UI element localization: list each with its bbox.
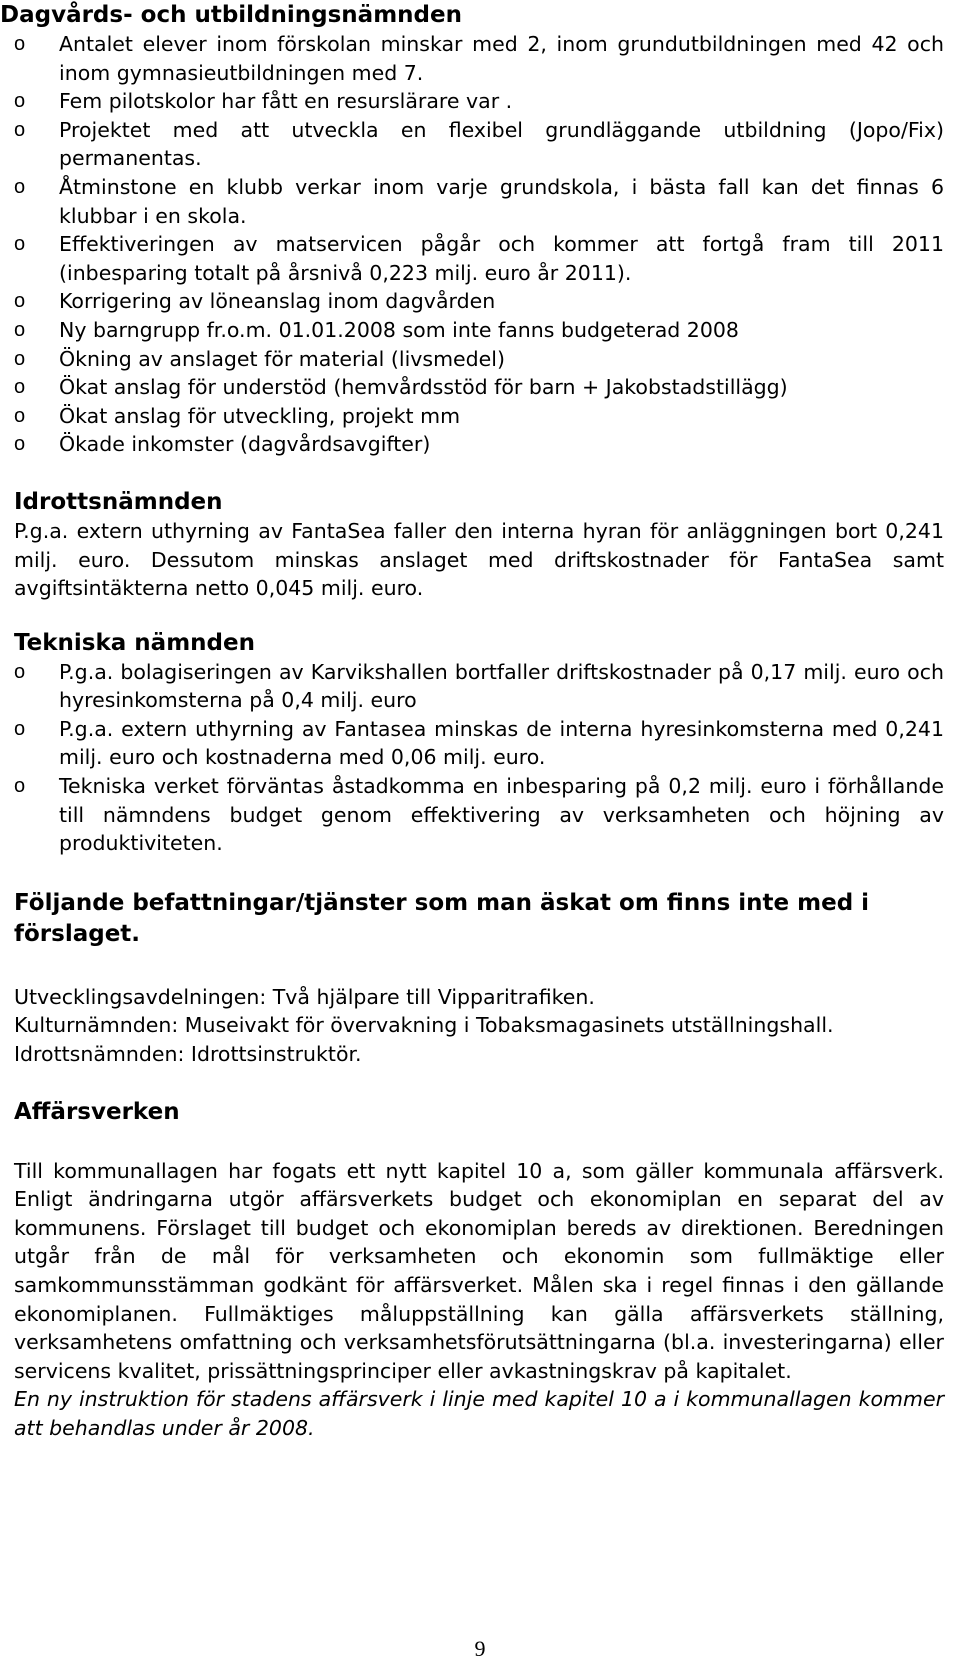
affarsverken-paragraph: Till kommunallagen har fogats ett nytt kapitel 10 a, som gäller kommunala affärsverk. Enligt ändringarna utgör affärsverkets budget och ekonomiplan en separat del av kommunens. Förslaget till budget och ekonomiplan bereds av direktionen. Beredningen utgår från de mål för verksamheten och ekonomin som fullmäktige eller samkommunsstämman godkänt för affärsverket. Målen ska i regel finnas i den gällande ekonomiplanen. Fullmäktiges måluppställning kan gälla affärsverkets ställning, verksamhetens omfattning och verksamhetsförutsättningarna (bl.a. investeringarna) eller servicens kvalitet, prissättningsprinciper eller avkastningskrav på kapitalet. bbox=[14, 1158, 944, 1383]
list-item bbox=[14, 30, 944, 87]
list-item bbox=[14, 658, 944, 715]
foljande-line: Idrottsnämnden: Idrottsinstruktör. bbox=[14, 1042, 362, 1067]
list-item-text: Ny barngrupp fr.o.m. 01.01.2008 som inte fanns budgeterad 2008 bbox=[59, 317, 739, 342]
list-item bbox=[14, 373, 944, 402]
list-item-text: Ökade inkomster (dagvårdsavgifter) bbox=[59, 432, 431, 457]
heading-foljande: Följande befattningar/tjänster som man äskat om finns inte med i förslaget. bbox=[14, 889, 870, 947]
tekniska-list bbox=[14, 658, 944, 858]
list-item-text: Korrigering av löneanslag inom dagvården bbox=[59, 289, 496, 314]
list-item bbox=[14, 715, 944, 772]
bullet-marker: o bbox=[14, 318, 26, 341]
bullet-marker: o bbox=[14, 717, 26, 740]
list-item-text: Effektiveringen av matservicen pågår och kommer att fortgå fram till 2011 (inbesparing totalt på årsnivå 0,223 milj. euro år 2011). bbox=[59, 232, 944, 285]
list-item bbox=[14, 116, 944, 173]
bullet-marker: o bbox=[14, 404, 26, 427]
list-item bbox=[14, 772, 944, 858]
list-item bbox=[14, 402, 944, 431]
heading-idrott: Idrottsnämnden bbox=[14, 488, 223, 515]
bullet-marker: o bbox=[14, 347, 26, 370]
list-item bbox=[14, 345, 944, 374]
bullet-marker: o bbox=[14, 90, 26, 113]
list-item-text: Åtminstone en klubb verkar inom varje grundskola, i bästa fall kan det finnas 6 klubbar i en skola. bbox=[59, 174, 944, 228]
heading-affarsverken: Affärsverken bbox=[14, 1098, 180, 1125]
bullet-marker: o bbox=[14, 33, 26, 55]
bullet-marker: o bbox=[14, 660, 26, 683]
heading-dagvard: Dagvårds- och utbildningsnämnden bbox=[0, 2, 462, 28]
list-item-text: P.g.a. bolagiseringen av Karvikshallen bortfaller driftskostnader på 0,17 milj. euro och hyresinkomsterna på 0,4 milj. euro bbox=[59, 659, 944, 713]
list-item-text: Ökning av anslaget för material (livsmedel) bbox=[59, 346, 505, 371]
idrott-paragraph: P.g.a. extern uthyrning av FantaSea faller den interna hyran för anläggningen bort 0,241 milj. euro. Dessutom minskas anslaget med driftskostnader för FantaSea samt avgiftsintäkterna netto 0,045 milj. euro. bbox=[14, 518, 944, 601]
bullet-marker: o bbox=[14, 118, 26, 141]
list-item-text: Tekniska verket förväntas åstadkomma en inbesparing på 0,2 milj. euro i förhållande till nämndens budget genom effektivering av verksamheten och höjning av produktiviteten. bbox=[59, 774, 944, 856]
bullet-marker: o bbox=[14, 376, 26, 399]
list-item bbox=[14, 87, 944, 116]
list-item bbox=[14, 173, 944, 230]
heading-tekniska: Tekniska nämnden bbox=[14, 629, 255, 656]
list-item-text: Ökat anslag för understöd (hemvårdsstöd för barn + Jakobstadstillägg) bbox=[59, 375, 788, 400]
list-item-text: P.g.a. extern uthyrning av Fantasea minskas de interna hyresinkomsterna med 0,241 milj. euro och kostnaderna med 0,06 milj. euro. bbox=[59, 716, 944, 770]
list-item-text: Fem pilotskolor har fått en resurslärare var . bbox=[59, 89, 513, 114]
list-item-text: Antalet elever inom förskolan minskar med 2, inom grundutbildningen med 42 och inom gymnasieutbildningen med 7. bbox=[59, 32, 944, 85]
list-item bbox=[14, 287, 944, 316]
bullet-marker: o bbox=[14, 233, 26, 256]
affarsverken-italic-note: En ny instruktion för stadens affärsverk i linje med kapitel 10 a i kommunallagen kommer att behandlas under år 2008. bbox=[14, 1387, 944, 1440]
foljande-line: Utvecklingsavdelningen: Två hjälpare till Vipparitrafiken. bbox=[14, 984, 595, 1009]
dagvard-list bbox=[14, 30, 944, 459]
bullet-marker: o bbox=[14, 775, 26, 798]
list-item bbox=[14, 316, 944, 345]
list-item bbox=[14, 230, 944, 287]
list-item bbox=[14, 430, 944, 459]
bullet-marker: o bbox=[14, 290, 26, 313]
list-item-text: Ökat anslag för utveckling, projekt mm bbox=[59, 403, 461, 428]
list-item-text: Projektet med att utveckla en flexibel grundläggande utbildning (Jopo/Fix) permanentas. bbox=[59, 117, 944, 171]
foljande-line: Kulturnämnden: Museivakt för övervakning i Tobaksmagasinets utställningshall. bbox=[14, 1013, 834, 1038]
page-number: 9 bbox=[474, 1636, 486, 1661]
bullet-marker: o bbox=[14, 175, 26, 198]
bullet-marker: o bbox=[14, 433, 26, 456]
